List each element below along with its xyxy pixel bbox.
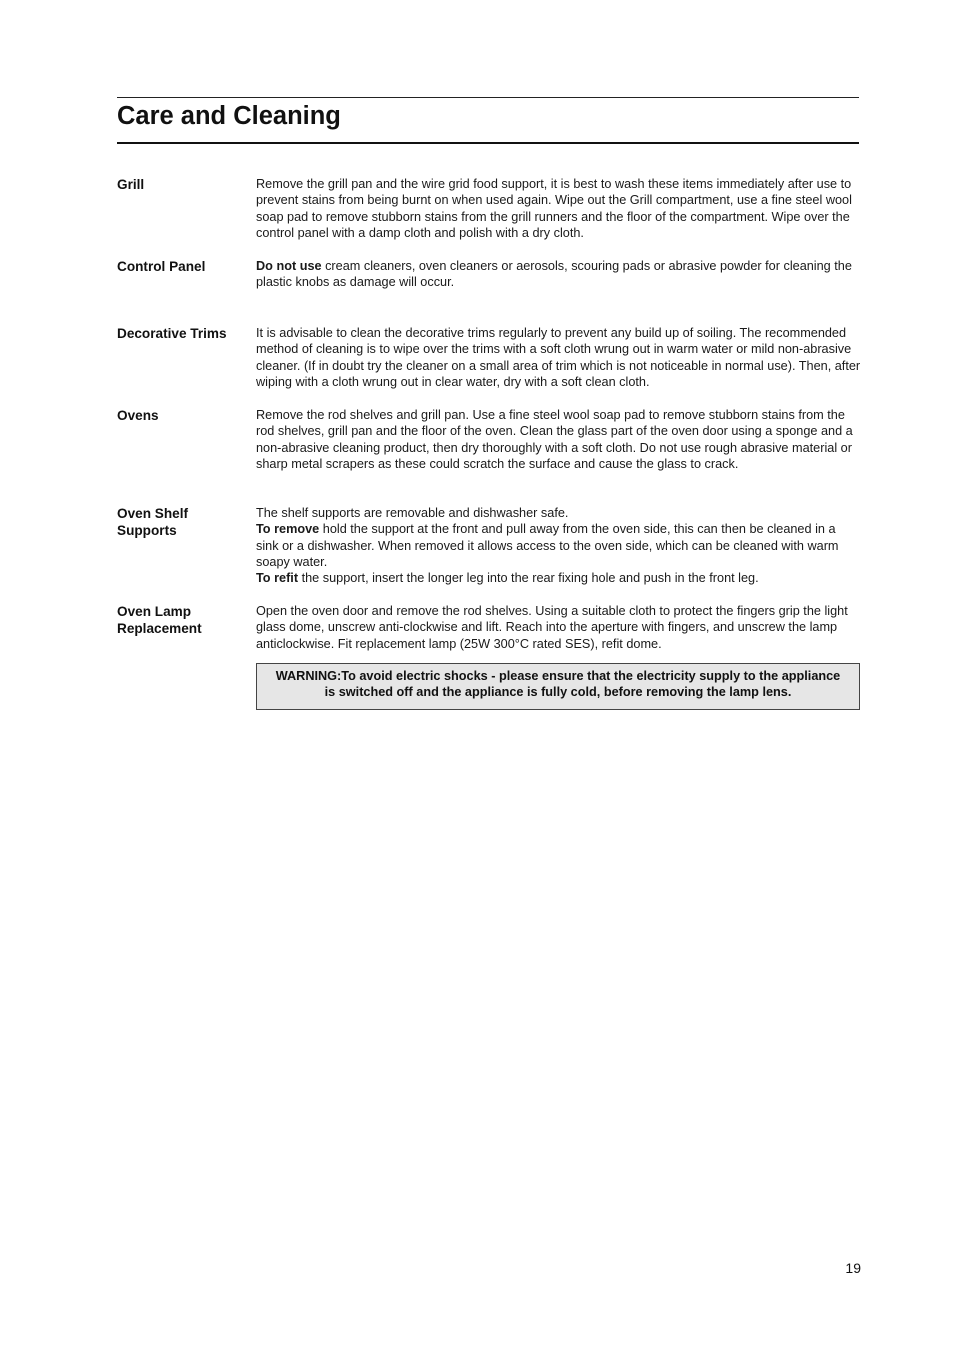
section-text-decorative-trims (256, 325, 861, 390)
section-text-ovens (256, 407, 861, 472)
section-label-decorative-trims: Decorative Trims (117, 326, 227, 341)
paragraph-text: hold the support at the front and pull away from the oven side, this can then be cleaned in a sink or a dishwasher. When removed it allows access to the oven side, which can be cleaned with warm soapy water. (256, 522, 839, 569)
bold-lead: To refit (256, 571, 299, 586)
section-text-control-panel (256, 258, 861, 291)
section-label-control-panel: Control Panel (117, 259, 206, 274)
paragraph: Open the oven door and remove the rod shelves. Using a suitable cloth to protect the fingers grip the light glass dome, unscrew anti-clockwise and lift. Reach into the aperture with fingers, and unscrew the lamp anticlockwise. Fit replacement lamp (25W 300°C rated SES), refit dome. (256, 604, 848, 651)
paragraph: Remove the grill pan and the wire grid food support, it is best to wash these items immediately after use to prevent stains from being burnt on when used again. Wipe out the Grill compartment, use a fine steel wool soap pad to remove stubborn stains from the grill runners and the floor of the compartment. Wipe over the control panel with a damp cloth and polish with a dry cloth. (256, 177, 852, 240)
label-line: Replacement (117, 621, 202, 636)
warning-box (256, 663, 860, 710)
section-label-oven-shelf-supports (117, 505, 247, 539)
section-label-grill: Grill (117, 177, 145, 192)
paragraph-remove (256, 521, 861, 570)
section-label-oven-lamp-replacement (117, 603, 247, 637)
section-text-grill (256, 176, 861, 241)
paragraph-text: the support, insert the longer leg into the rear fixing hole and push in the front leg. (298, 571, 759, 586)
paragraph-intro: The shelf supports are removable and dishwasher safe. (256, 506, 569, 520)
warning-text (257, 664, 859, 701)
paragraph: It is advisable to clean the decorative trims regularly to prevent any build up of soiling. The recommended method of cleaning is to wipe over the trims with a soft cloth wrung out in warm water or mild non-abrasive cleaner. (If in doubt try the cleaner on a small area of trim which is not noticeable in normal use). Then, after wiping with a cloth wrung out in clear water, dry with a soft clean cloth. (256, 326, 861, 389)
label-line: Oven Shelf (117, 506, 189, 521)
page-title: Care and Cleaning (117, 102, 341, 130)
bold-lead: Do not use (256, 259, 322, 273)
paragraph (256, 258, 861, 291)
page-number: 19 (845, 1260, 861, 1276)
paragraph-refit (256, 570, 861, 586)
section-label-ovens: Ovens (117, 408, 159, 423)
paragraph-text: cream cleaners, oven cleaners or aerosols, scouring pads or abrasive powder for cleaning the plastic knobs as damage will occur. (256, 259, 852, 290)
warning-line: is switched off and the appliance is fully cold, before removing the lamp lens. (324, 685, 792, 700)
section-text-oven-shelf-supports (256, 505, 861, 586)
label-line: Oven Lamp (117, 604, 192, 619)
header-rule-top (117, 97, 859, 98)
paragraph: Remove the rod shelves and grill pan. Use a fine steel wool soap pad to remove stubborn stains from the rod shelves, grill pan and the floor of the oven. Clean the glass part of the oven door using a sponge and a non-abrasive cleaning product, then dry thoroughly with a soft cloth. Do not use rough abrasive material or sharp metal scrapers as these could scratch the surface and cause the glass to crack. (256, 408, 853, 471)
section-text-oven-lamp-replacement (256, 603, 861, 652)
bold-lead: To remove (256, 522, 320, 537)
header-rule-bottom (117, 142, 859, 144)
warning-line: WARNING:To avoid electric shocks - please ensure that the electricity supply to the appliance (275, 669, 841, 683)
label-line: Supports (117, 523, 177, 538)
